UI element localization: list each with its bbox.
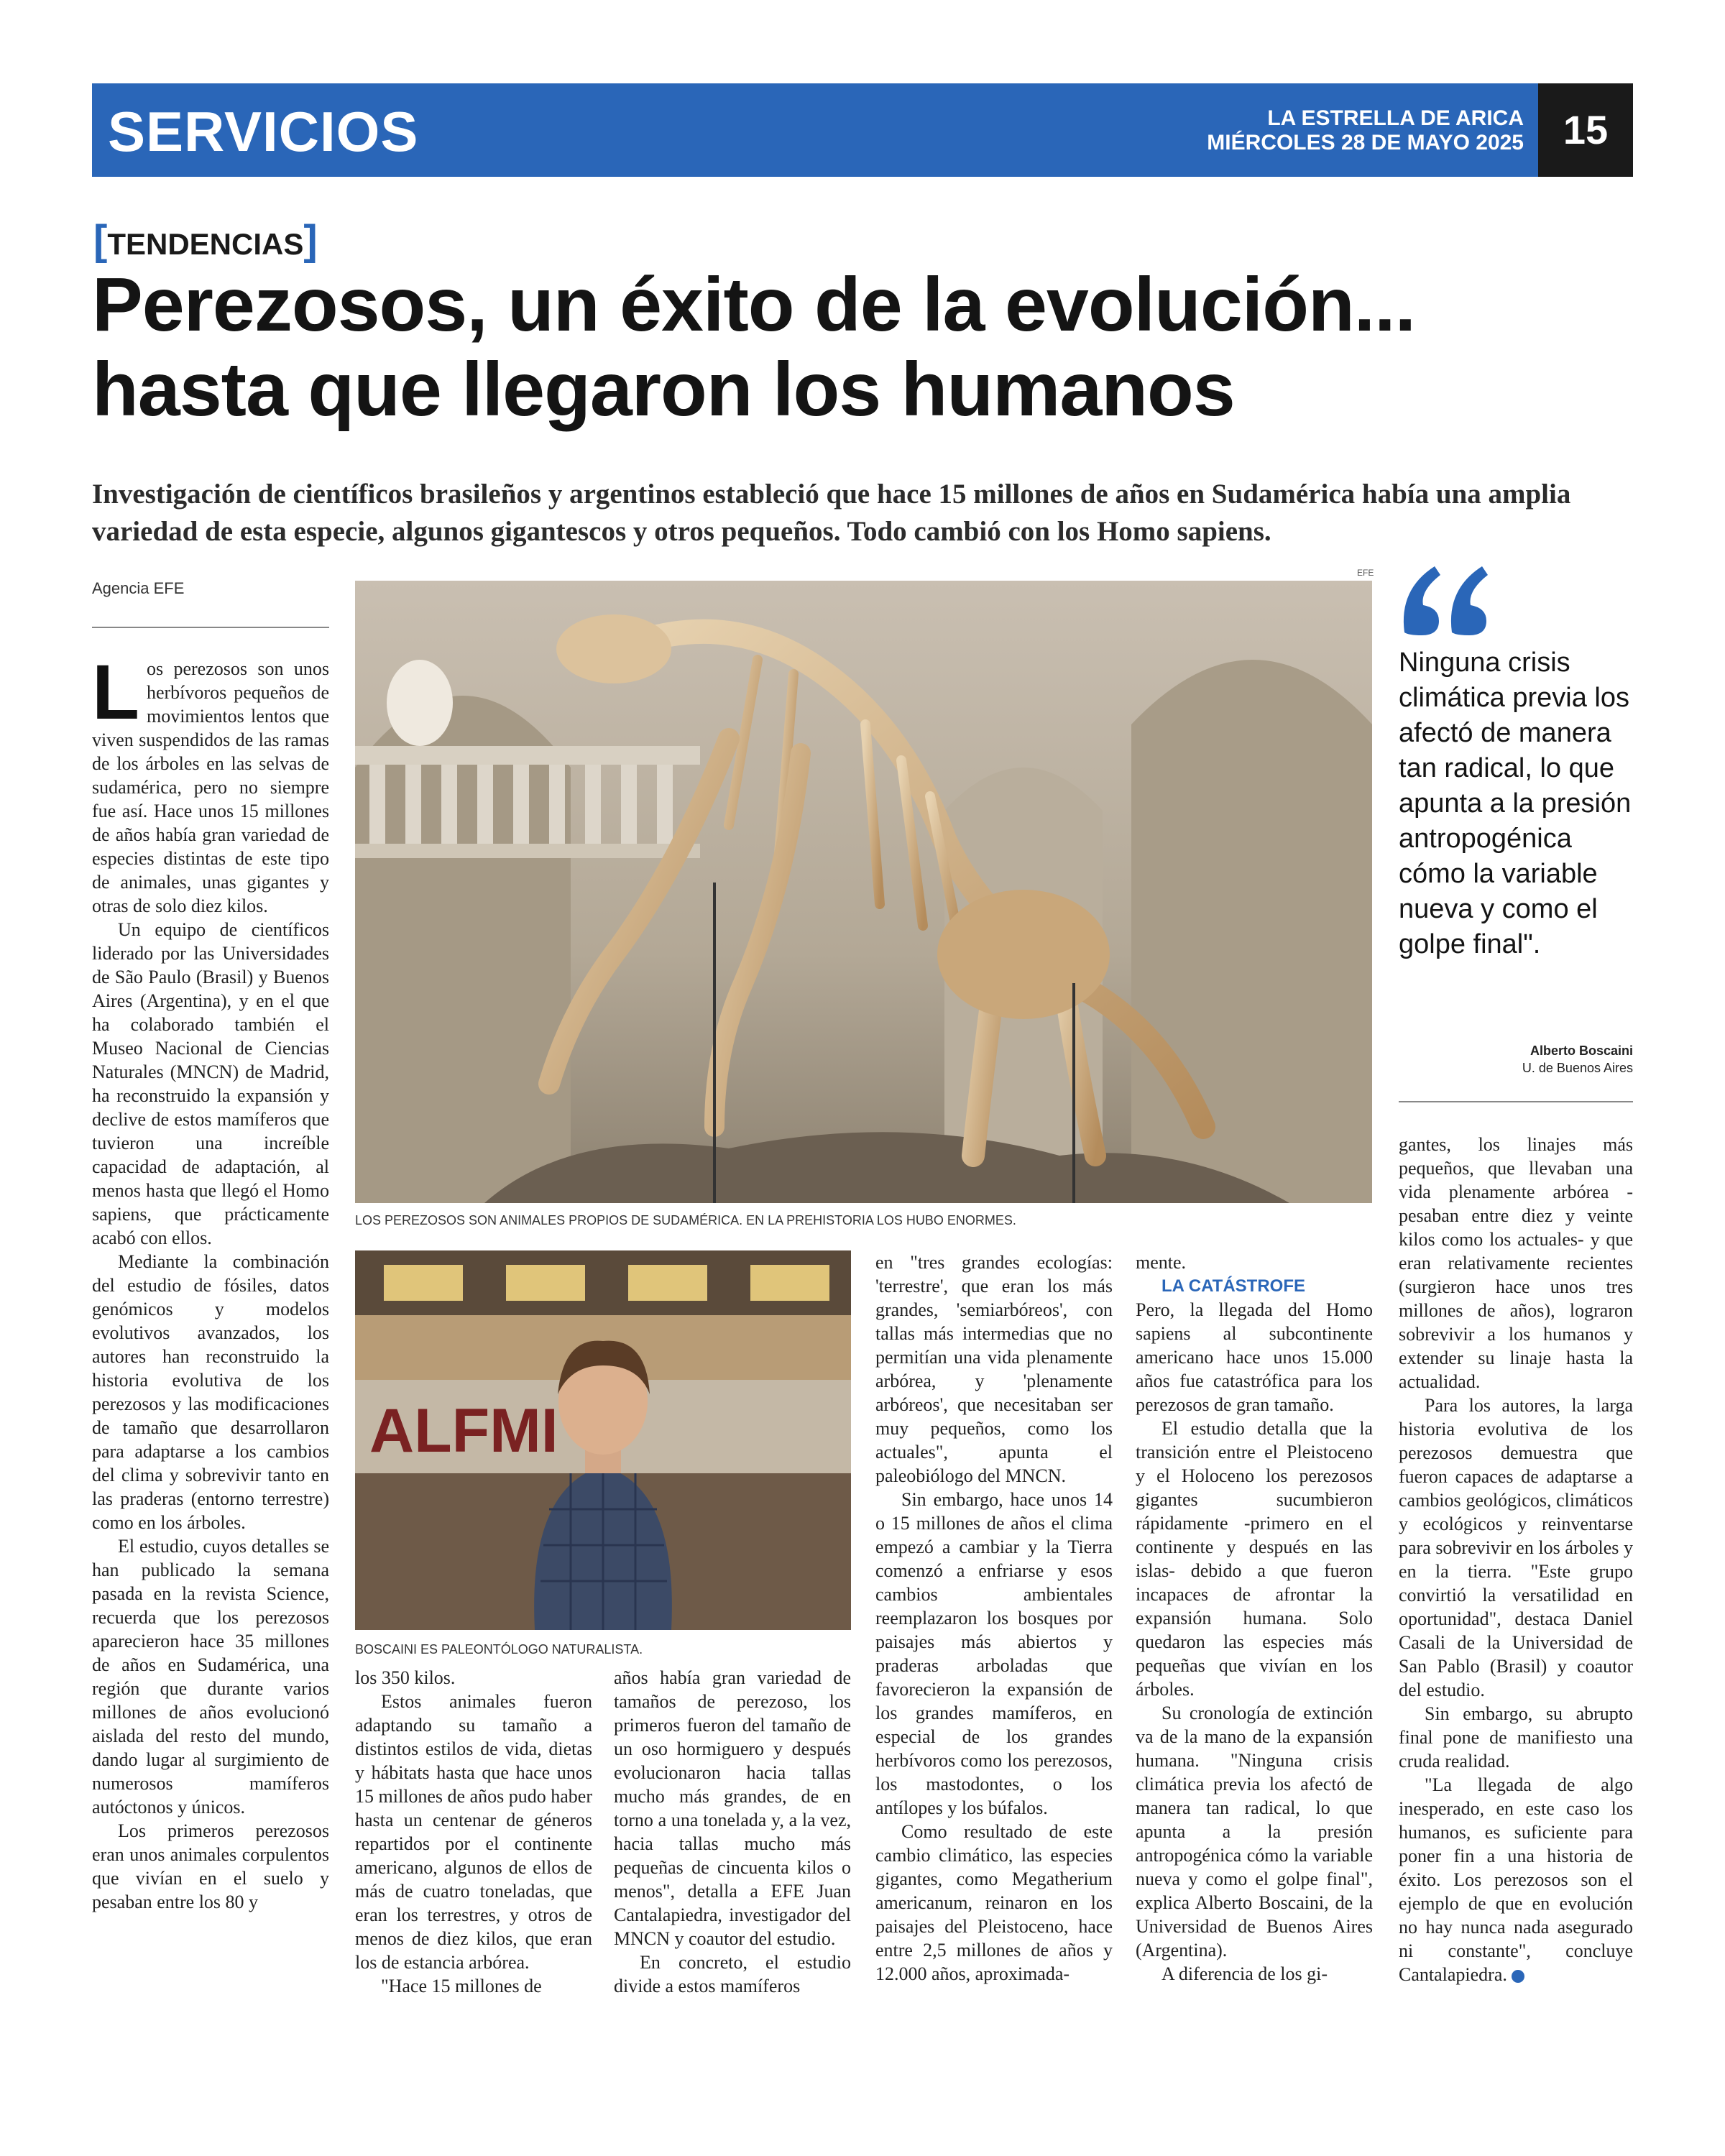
byline-divider xyxy=(92,627,329,628)
paragraph: Como resultado de este cambio climático, las especies gigantes, como Megatherium americanum, reinaron en los paisajes del Pleistoceno, hace entre 2,5 millones de años y 12.000 años, aproximada- xyxy=(875,1821,1113,1984)
pull-quote-attribution xyxy=(1399,1042,1633,1077)
photo-portrait-boscaini xyxy=(355,1250,851,1630)
page-number: 15 xyxy=(1538,83,1633,177)
article-column-2 xyxy=(355,1666,592,1998)
paragraph: en "tres grandes ecologías: 'terrestre', que eran los más grandes, 'semiarbóreos', con tallas más intermedias que no permitían una vida plenamente arbórea, y 'plenamente arbóreos', que necesitaban ser muy pequeños, como los actuales", apunta el paleobiólogo del MNCN. xyxy=(875,1252,1113,1486)
paragraph: Mediante la combinación del estudio de fósiles, datos genómicos y modelos evolutivos avanzados, los autores han reconstruido la historia evolutiva de los perezosos y las modificaciones de tamaño que desarrollaron para adaptarse a los cambios del clima y sobrevivir tanto en las praderas (entorno terrestre) como en los árboles. xyxy=(92,1251,329,1533)
subheading: LA CATÁSTROFE xyxy=(1162,1276,1305,1296)
newspaper-name: LA ESTRELLA DE ARICA xyxy=(1267,106,1524,130)
photo-caption-portrait: BOSCAINI ES PALEONTÓLOGO NATURALISTA. xyxy=(355,1642,643,1657)
paragraph: gantes, los linajes más pequeños, que llevaban una vida plenamente arbórea -pesaban entre diez y veinte kilos como los actuales- y que eran relativamente recientes (surgieron hace unos tres millones de años), lograron sobrevivir a los humanos y extender su linaje hasta la actualidad. xyxy=(1399,1134,1633,1392)
photo-sloth-skeleton xyxy=(355,581,1372,1203)
deck: Investigación de científicos brasileños y argentinos estableció que hace 15 millones de años en Sudamérica había una amplia variedad de esta especie, algunos gigantescos y otros pequeños. Todo cambió con los Homo sapiens. xyxy=(92,479,1571,547)
drop-cap: L xyxy=(92,648,139,735)
paragraph: El estudio detalla que la transición entre el Pleistoceno y el Holoceno los perezosos gigantes sucumbieron rápidamente -primero en el continente y después en las islas- debido a que fueron incapaces de afrontar la expansión humana. Solo quedaron las especies más pequeñas que vivían en los árboles. xyxy=(1136,1418,1373,1700)
kicker-label: TENDENCIAS xyxy=(107,227,304,261)
paragraph: Su cronología de extinción va de la mano de la expansión humana. "Ninguna crisis climática previa los afectó de manera tan radical, lo que apunta a la presión antropogénica cómo la variable nueva y como el golpe final", explica Alberto Boscaini, de la Universidad de Buenos Aires (Argentina). xyxy=(1136,1703,1373,1961)
paragraph: "Hace 15 millones de xyxy=(381,1976,542,1996)
section-name: SERVICIOS xyxy=(108,100,419,163)
article-column-1 xyxy=(92,648,329,1914)
headline-line-1: Perezosos, un éxito de la evolución... xyxy=(92,262,1416,347)
quote-mark-icon xyxy=(1399,561,1492,640)
pull-quote-affiliation: U. de Buenos Aires xyxy=(1522,1061,1633,1075)
article-column-6 xyxy=(1399,1133,1633,1986)
photo-caption-main: LOS PEREZOSOS SON ANIMALES PROPIOS DE SUDAMÉRICA. EN LA PREHISTORIA LOS HUBO ENORMES. xyxy=(355,1213,1016,1227)
kicker xyxy=(93,219,318,266)
paragraph xyxy=(1399,1773,1633,1986)
paragraph: los 350 kilos. xyxy=(355,1667,456,1688)
paragraph: A diferencia de los gi- xyxy=(1162,1963,1328,1984)
pull-quote-text: Ninguna crisis climática previa los afectó de manera tan radical, lo que apunta a la presión antropogénica cómo la variable nueva y como el golpe final". xyxy=(1399,648,1632,959)
paragraph: mente. xyxy=(1136,1252,1187,1273)
pull-quote-divider xyxy=(1399,1101,1633,1102)
paragraph: En concreto, el estudio divide a estos mamíferos xyxy=(614,1952,851,1996)
paragraph: Para los autores, la larga historia evolutiva de los perezosos demuestra que fueron capaces de adaptarse a cambios geológicos, climáticos y ecológicos y reinventarse para sobrevivir en los árboles y en la tierra. "Este grupo convirtió la versatilidad en oportunidad", destaca Daniel Casali de la Universidad de San Pablo (Brasil) y coautor del estudio. xyxy=(1399,1395,1633,1700)
paragraph: Los primeros perezosos eran unos animales corpulentos que vivían en el suelo y pesaban entre los 80 y xyxy=(92,1820,329,1912)
headline xyxy=(92,262,1637,432)
paragraph: El estudio, cuyos detalles se han publicado la semana pasada en la revista Science, recuerda que los perezosos aparecieron hace 35 millones de años en Sudamérica, una región que durante varios millones de años evolucionó aislada del resto del mundo, dando lugar al surgimiento de numerosos mamíferos autóctonos y únicos. xyxy=(92,1536,329,1818)
publication-date: MIÉRCOLES 28 DE MAYO 2025 xyxy=(1207,131,1524,155)
paragraph-text: os perezosos son unos herbívoros pequeños de movimientos lentos que viven suspendidos de las ramas de los árboles en las selvas de sudamérica, pero no siempre fue así. Hace unos 15 millones de años había gran variedad de especies distintas de este tipo de animales, unas gigantes y otras de solo diez kilos. xyxy=(92,658,329,916)
paragraph: Estos animales fueron adaptando su tamaño a distintos estilos de vida, dietas y hábitats hasta que hace unos 15 millones de años pudo haber hasta un centenar de géneros repartidos por el continente americano, algunos de ellos de más de cuatro toneladas, que eran los terrestres, y otros de menos de diez kilos, que eran los de estancia arbórea. xyxy=(355,1691,592,1973)
article-column-5 xyxy=(1136,1250,1373,1986)
end-of-article-icon: ✪ xyxy=(1512,1970,1524,1983)
headline-line-2: hasta que llegaron los humanos xyxy=(92,347,1235,432)
banner-text: ALFMI xyxy=(369,1396,558,1465)
article-column-4 xyxy=(875,1250,1113,1986)
bracket-right-icon: ] xyxy=(303,217,318,264)
paragraph: Pero, la llegada del Homo sapiens al subcontinente americano hace unos 15.000 años fue catastrófica para los perezosos de gran tamaño. xyxy=(1136,1299,1373,1415)
bracket-left-icon: [ xyxy=(93,217,108,264)
paragraph xyxy=(92,648,329,918)
paragraph: Sin embargo, hace unos 14 o 15 millones de años el clima empezó a cambiar y la Tierra comenzó a enfriarse y esos cambios ambientales reemplazaron los bosques por paisajes más abiertos y praderas arboladas que favorecieron la expansión de los grandes mamíferos, en especial de los grandes herbívoros como los perezosos, los mastodontes, o los antílopes y los búfalos. xyxy=(875,1489,1113,1818)
article-column-3 xyxy=(614,1666,851,1998)
paragraph-text: "La llegada de algo inesperado, en este caso los humanos, es suficiente para poner fin a una historia de éxito. Los perezosos son el ejemplo de que en evolución no hay nunca nada asegurado ni constante", concluye Cantalapiedra. xyxy=(1399,1774,1633,1985)
paragraph: años había gran variedad de tamaños de perezoso, los primeros fueron del tamaño de un oso hormiguero y después evolucionaron hacia tallas mucho más grandes, de en torno a una tonelada y, a la vez, hacia tallas mucho más pequeñas de cincuenta kilos o menos", detalla a EFE Juan Cantalapiedra, investigador del MNCN y coautor del estudio. xyxy=(614,1667,851,1949)
masthead-info xyxy=(1207,106,1524,155)
photo-credit: EFE xyxy=(1357,568,1374,578)
byline: Agencia EFE xyxy=(92,579,185,597)
pull-quote-author: Alberto Boscaini xyxy=(1530,1044,1633,1058)
paragraph: Un equipo de científicos liderado por las Universidades de São Paulo (Brasil) y Buenos Aires (Argentina), y en el que ha colaborado también el Museo Nacional de Ciencias Naturales (MNCN) de Madrid, ha reconstruido la expansión y declive de estos mamíferos que tuvieron una increíble capacidad de adaptación, al menos hasta que llegó el Homo sapiens, que prácticamente acabó con ellos. xyxy=(92,919,329,1248)
paragraph: Sin embargo, su abrupto final pone de manifiesto una cruda realidad. xyxy=(1399,1703,1633,1772)
